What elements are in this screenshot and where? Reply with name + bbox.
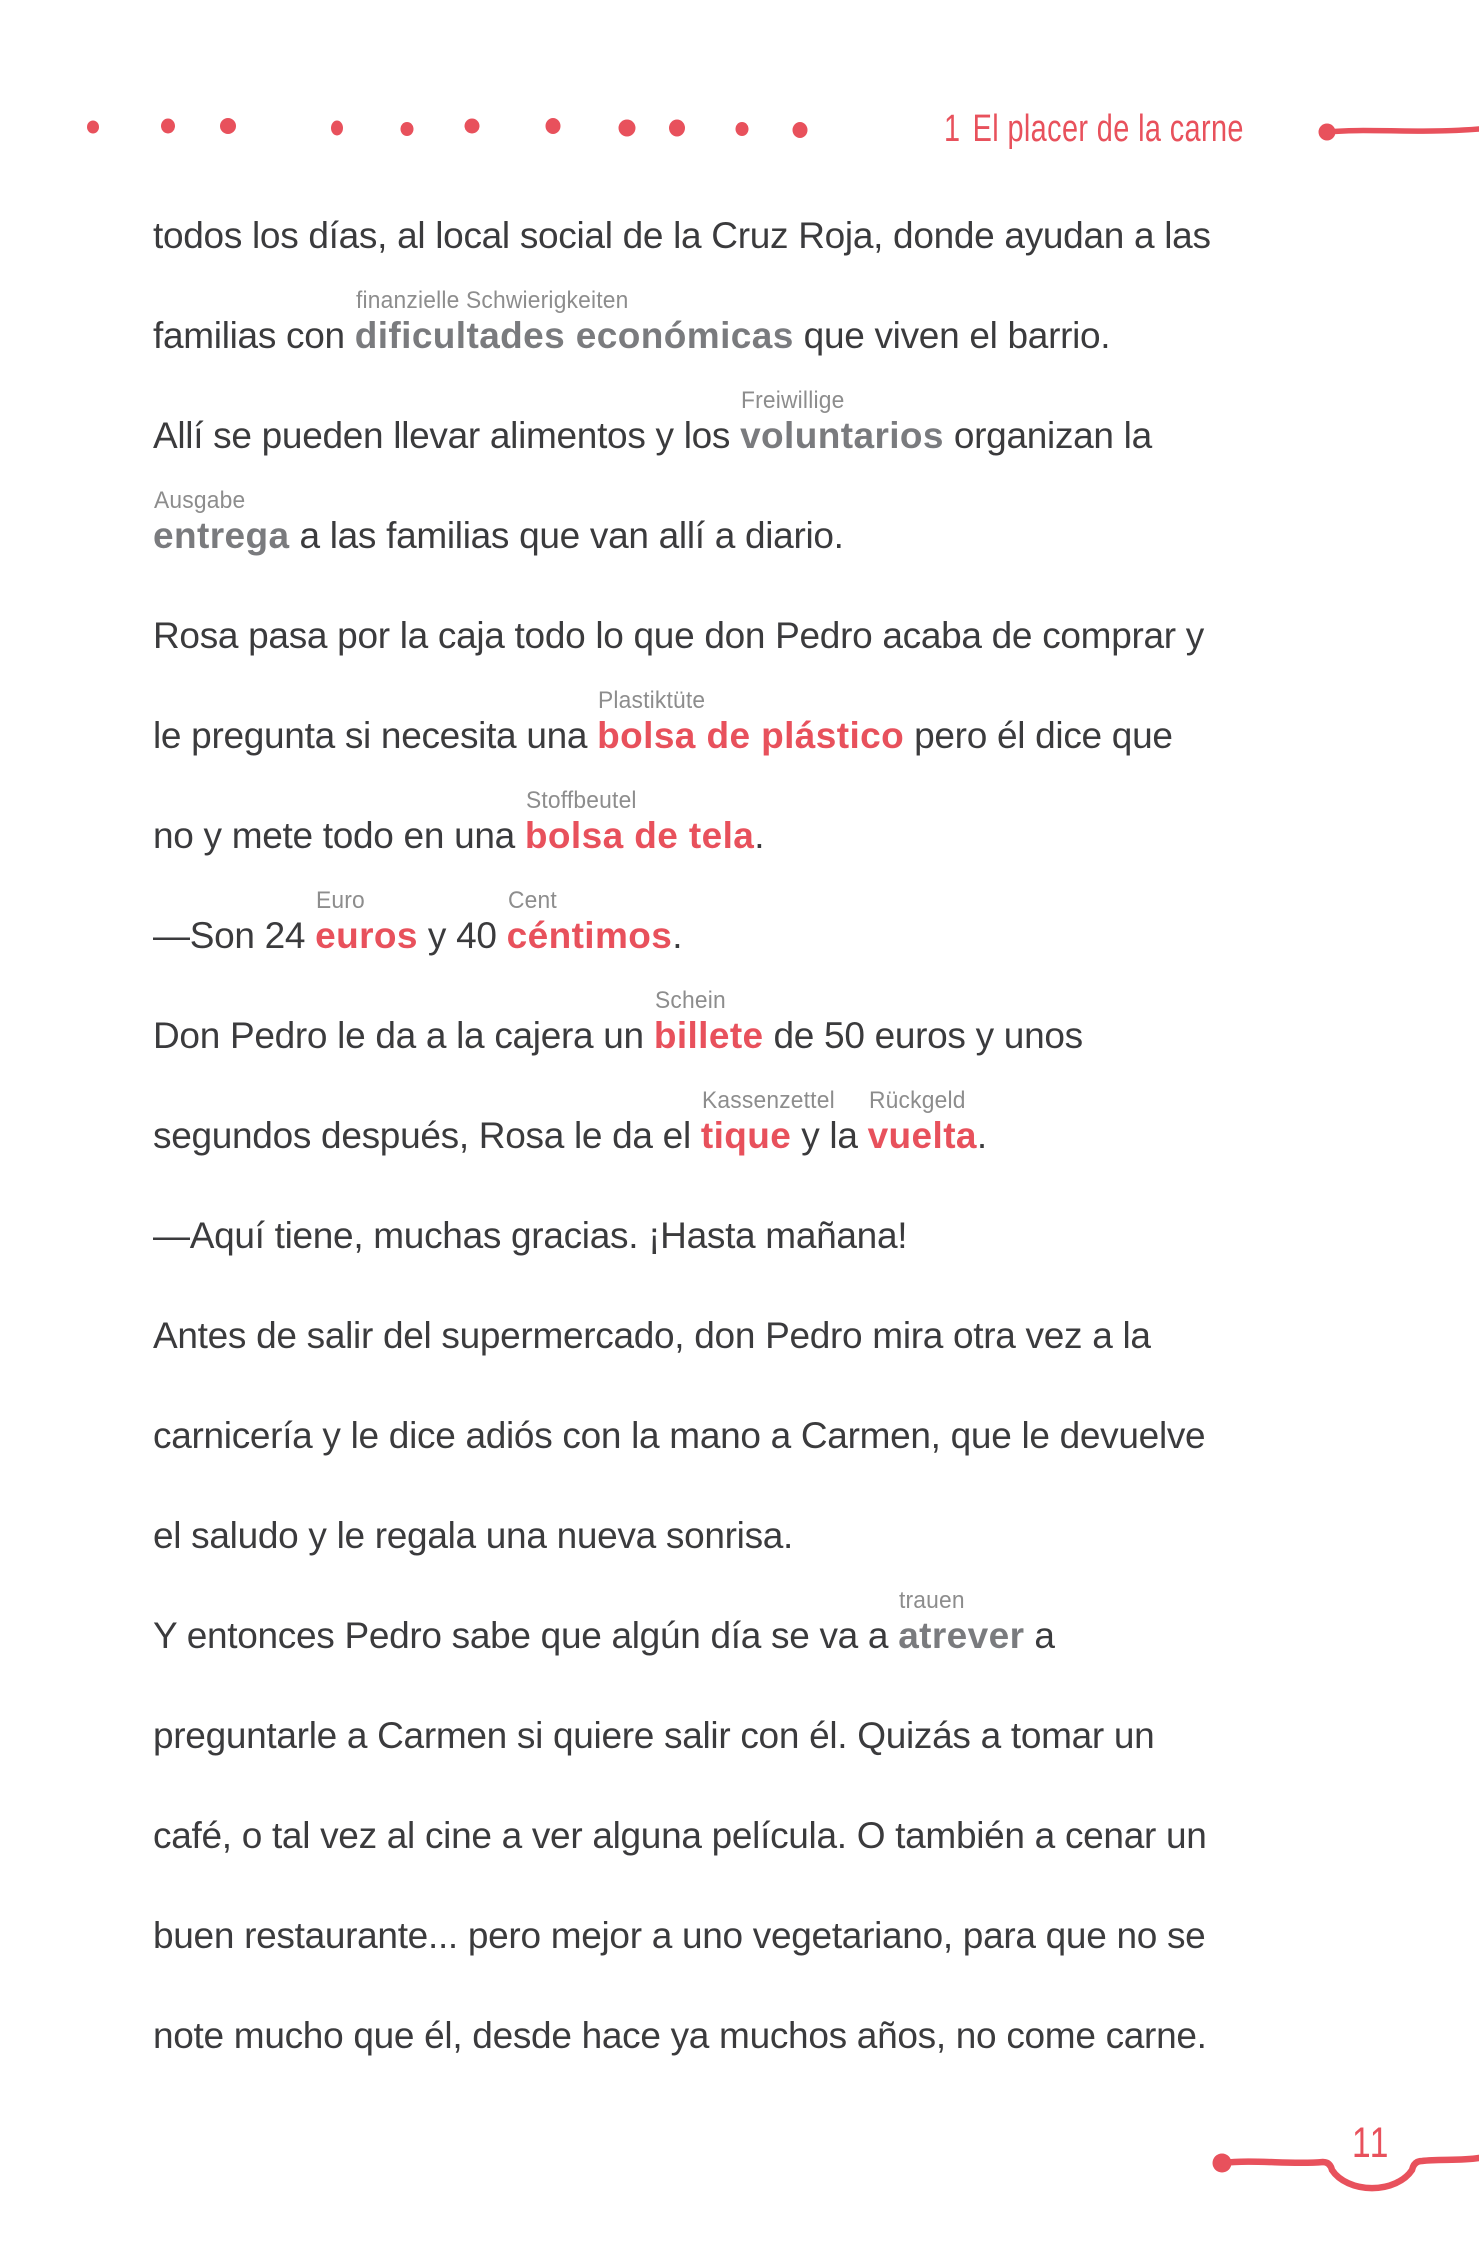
text-line-content bbox=[153, 1915, 1205, 1958]
vocabulary-word: euros bbox=[315, 915, 418, 957]
text-run: buen restaurante... pero mejor a uno vegetariano, para que no se bbox=[153, 1915, 1206, 1957]
text-line bbox=[153, 1158, 1413, 1258]
text-run: Y entonces Pedro sabe que algún día se va a bbox=[153, 1615, 899, 1657]
text-run: a bbox=[1024, 1615, 1055, 1657]
gloss-annotation: Rückgeld bbox=[868, 1086, 966, 1114]
text-line-content bbox=[153, 786, 765, 858]
gloss-annotation: Schein bbox=[654, 986, 726, 1014]
gloss-annotation: Euro bbox=[316, 886, 366, 914]
text-line bbox=[153, 558, 1413, 658]
text-run: y 40 bbox=[417, 915, 507, 957]
decorative-dots-icon bbox=[80, 105, 840, 149]
text-line-content bbox=[153, 886, 683, 958]
text-run: el saludo y le regala una nueva sonrisa. bbox=[153, 1515, 794, 1557]
text-run: de 50 euros y unos bbox=[763, 1015, 1083, 1057]
text-run: pero él dice que bbox=[904, 715, 1173, 757]
text-line-content bbox=[153, 1586, 1055, 1658]
text-line-content bbox=[153, 615, 1204, 658]
text-line-content bbox=[153, 986, 1083, 1058]
text-run: . bbox=[672, 915, 683, 957]
text-line bbox=[153, 458, 1413, 558]
text-run: a las familias que van allí a diario. bbox=[289, 515, 844, 557]
text-line-content bbox=[153, 1715, 1154, 1758]
vocabulary-word: céntimos bbox=[506, 915, 673, 957]
text-run: carnicería y le dice adiós con la mano a Carmen, que le devuelve bbox=[153, 1415, 1206, 1457]
text-line bbox=[153, 858, 1413, 958]
vocabulary-word: bolsa de tela bbox=[524, 815, 755, 857]
chapter-number: 1 bbox=[944, 108, 961, 150]
text-run: note mucho que él, desde hace ya muchos años, no come carne. bbox=[153, 2015, 1207, 2057]
gloss-annotation: Ausgabe bbox=[154, 486, 246, 514]
text-line bbox=[153, 1658, 1413, 1758]
text-line-content bbox=[153, 215, 1211, 258]
vocabulary-word: tique bbox=[700, 1115, 792, 1157]
text-line-content bbox=[153, 1415, 1205, 1458]
text-line-content bbox=[153, 686, 1173, 758]
vocabulary-word: entrega bbox=[153, 515, 290, 557]
text-run: que viven el barrio. bbox=[793, 315, 1111, 357]
text-line bbox=[153, 1458, 1413, 1558]
text-line bbox=[153, 1758, 1413, 1858]
text-line bbox=[153, 358, 1413, 458]
text-line bbox=[153, 1958, 1413, 2058]
glossed-word bbox=[740, 386, 944, 458]
text-run: familias con bbox=[153, 315, 355, 357]
text-line-content bbox=[153, 286, 1111, 358]
text-line bbox=[153, 1358, 1413, 1458]
text-run: —Aquí tiene, muchas gracias. ¡Hasta mañana! bbox=[153, 1215, 908, 1257]
gloss-annotation: Kassenzettel bbox=[701, 1086, 835, 1114]
glossed-word bbox=[315, 886, 418, 958]
glossed-word bbox=[597, 686, 905, 758]
text-line bbox=[153, 758, 1413, 858]
gloss-annotation: Plastiktüte bbox=[598, 686, 706, 714]
text-line bbox=[153, 158, 1413, 258]
gloss-annotation: finanzielle Schwierigkeiten bbox=[355, 286, 629, 314]
vocabulary-word: voluntarios bbox=[740, 415, 944, 457]
text-run: café, o tal vez al cine a ver alguna película. O también a cenar un bbox=[153, 1815, 1207, 1857]
gloss-annotation: trauen bbox=[899, 1586, 965, 1614]
text-run: Antes de salir del supermercado, don Pedro mira otra vez a la bbox=[153, 1315, 1151, 1357]
glossed-word bbox=[506, 886, 673, 958]
text-line-content bbox=[153, 1215, 907, 1258]
text-run: no y mete todo en una bbox=[153, 815, 525, 857]
chapter-title-text: El placer de la carne bbox=[972, 108, 1244, 150]
text-run: le pregunta si necesita una bbox=[153, 715, 598, 757]
text-line bbox=[153, 958, 1413, 1058]
text-run: y la bbox=[791, 1115, 868, 1157]
text-block bbox=[153, 158, 1413, 2058]
glossed-word bbox=[867, 1086, 977, 1158]
text-run: Don Pedro le da a la cajera un bbox=[153, 1015, 654, 1057]
text-line-content bbox=[153, 2015, 1207, 2058]
vocabulary-word: billete bbox=[653, 1015, 764, 1057]
text-line bbox=[153, 1558, 1413, 1658]
text-line bbox=[153, 1058, 1413, 1158]
header-rule-icon bbox=[1313, 108, 1479, 156]
vocabulary-word: bolsa de plástico bbox=[597, 715, 905, 757]
text-line bbox=[153, 658, 1413, 758]
text-run: —Son 24 bbox=[153, 915, 316, 957]
chapter-title bbox=[944, 104, 1244, 148]
glossed-word bbox=[653, 986, 764, 1058]
gloss-annotation: Stoffbeutel bbox=[525, 786, 637, 814]
text-line-content bbox=[153, 1515, 793, 1558]
text-line bbox=[153, 1258, 1413, 1358]
text-run: Rosa pasa por la caja todo lo que don Pedro acaba de comprar y bbox=[153, 615, 1204, 657]
text-line bbox=[153, 1858, 1413, 1958]
text-run: todos los días, al local social de la Cruz Roja, donde ayudan a las bbox=[153, 215, 1211, 257]
text-run: organizan la bbox=[943, 415, 1152, 457]
text-line-content bbox=[153, 386, 1152, 458]
glossed-word bbox=[153, 486, 290, 558]
text-run: Allí se pueden llevar alimentos y los bbox=[153, 415, 741, 457]
text-line-content bbox=[153, 1315, 1151, 1358]
vocabulary-word: atrever bbox=[898, 1615, 1025, 1657]
glossed-word bbox=[354, 286, 794, 358]
page-number: 11 bbox=[1352, 2119, 1390, 2167]
glossed-word bbox=[898, 1586, 1025, 1658]
text-line-content bbox=[153, 1815, 1207, 1858]
vocabulary-word: dificultades económicas bbox=[354, 315, 794, 357]
glossed-word bbox=[524, 786, 755, 858]
vocabulary-word: vuelta bbox=[867, 1115, 977, 1157]
text-run: preguntarle a Carmen si quiere salir con él. Quizás a tomar un bbox=[153, 1715, 1155, 1757]
text-line-content bbox=[153, 1086, 987, 1158]
text-line-content bbox=[153, 486, 844, 558]
gloss-annotation: Cent bbox=[507, 886, 557, 914]
gloss-annotation: Freiwillige bbox=[741, 386, 845, 414]
footer-rule-icon bbox=[1210, 2118, 1479, 2228]
text-run: segundos después, Rosa le da el bbox=[153, 1115, 701, 1157]
text-run: . bbox=[976, 1115, 987, 1157]
text-line bbox=[153, 258, 1413, 358]
text-run: . bbox=[754, 815, 765, 857]
